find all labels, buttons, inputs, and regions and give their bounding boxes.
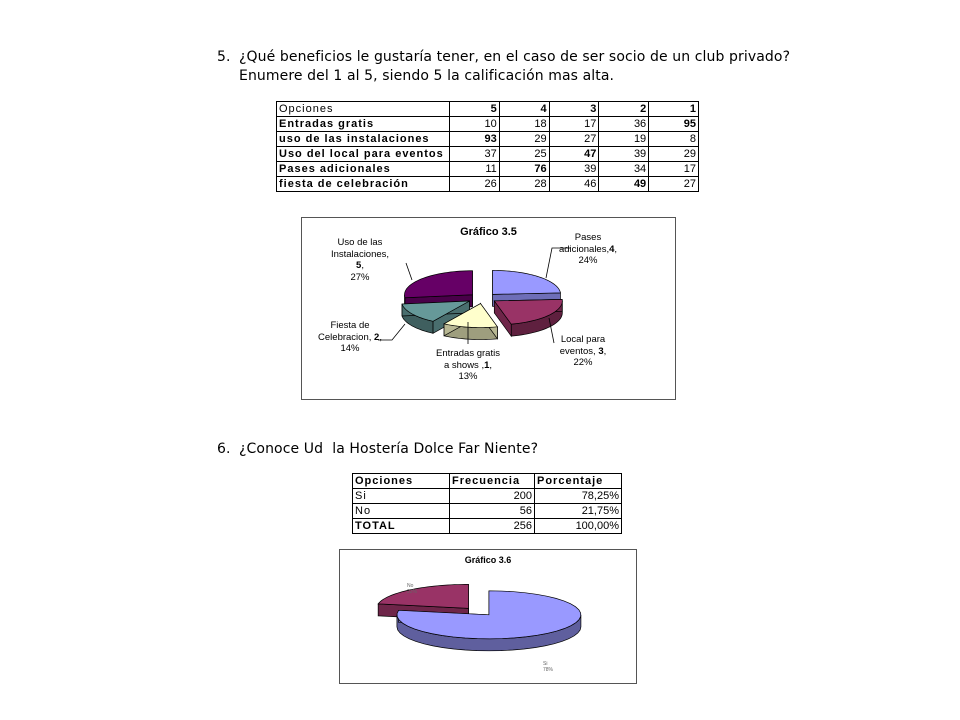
row-label: Entradas gratis — [277, 117, 450, 132]
label-text: , — [614, 243, 618, 255]
chart-title: Gráfico 3.5 — [460, 226, 517, 238]
label-percent: 24% — [578, 255, 598, 266]
ratings-table — [276, 101, 699, 192]
table-row — [277, 117, 699, 132]
table-header-row — [277, 102, 699, 117]
label-line: No — [407, 583, 414, 589]
question-text: ¿Conoce Ud la Hostería Dolce Far Niente? — [239, 441, 539, 457]
table-cell: 27 — [549, 132, 599, 147]
pie-chart-3-5 — [301, 217, 676, 400]
table-cell: 8 — [649, 132, 699, 147]
data-label-pases — [548, 232, 628, 267]
label-text: , — [603, 345, 607, 357]
table-cell: 27 — [649, 177, 699, 192]
table-cell: 19 — [599, 132, 649, 147]
label-percent: 22% — [573, 357, 593, 368]
label-line: Entradas gratis — [436, 348, 500, 359]
header-cell: 1 — [649, 102, 699, 117]
data-label-local — [546, 334, 620, 369]
header-cell: 5 — [450, 102, 500, 117]
question-text-line1: ¿Qué beneficios le gustaría tener, en el caso de ser socio de un club privado? — [239, 49, 791, 65]
label-text: , — [361, 260, 364, 271]
label-percent: 22% — [407, 589, 418, 595]
row-label: Uso del local para eventos — [277, 147, 450, 162]
slice-top — [405, 271, 473, 298]
header-cell: Frecuencia — [450, 474, 535, 489]
label-text: , — [489, 359, 493, 371]
table-cell: 17 — [649, 162, 699, 177]
table-row — [353, 489, 622, 504]
row-label: Si — [353, 489, 450, 504]
row-label: uso de las instalaciones — [277, 132, 450, 147]
table-cell: 46 — [549, 177, 599, 192]
row-label: fiesta de celebración — [277, 177, 450, 192]
question-number: 5. — [217, 49, 231, 65]
label-text: Celebracion, — [318, 331, 372, 343]
table-cell: 21,75% — [535, 504, 622, 519]
table-row — [277, 162, 699, 177]
table-row — [353, 519, 622, 534]
label-rank: 1 — [484, 359, 490, 371]
table-header-row — [353, 474, 622, 489]
label-text: a shows , — [443, 359, 485, 371]
row-label: No — [353, 504, 450, 519]
table-cell: 256 — [450, 519, 535, 534]
label-percent: 27% — [350, 271, 370, 283]
table-cell: 76 — [499, 162, 549, 177]
label-text: adicionales, — [558, 243, 610, 255]
label-text: , — [379, 331, 382, 343]
data-label-entradas — [428, 348, 508, 383]
label-line: Si — [543, 661, 548, 667]
data-label-uso — [320, 237, 400, 283]
slice-local-para-eventos — [494, 299, 562, 336]
table-cell: 11 — [450, 162, 500, 177]
label-rank: 4 — [609, 243, 615, 255]
label-percent: 78% — [543, 667, 554, 673]
leader-line — [406, 263, 412, 280]
header-cell: 4 — [499, 102, 549, 117]
label-line — [428, 360, 508, 372]
label-line — [548, 244, 628, 256]
table-cell: 100,00% — [535, 519, 622, 534]
table-cell: 25 — [499, 147, 549, 162]
table-cell: 29 — [499, 132, 549, 147]
header-cell: Opciones — [353, 474, 450, 489]
table-cell: 47 — [549, 147, 599, 162]
pie-chart-3-6-canvas — [340, 550, 636, 683]
label-percent: 14% — [340, 343, 360, 354]
label-line — [546, 346, 620, 358]
label-percent: 13% — [458, 371, 478, 382]
row-label: TOTAL — [353, 519, 450, 534]
table-row — [277, 132, 699, 147]
table-cell: 36 — [599, 117, 649, 132]
table-cell: 49 — [599, 177, 649, 192]
label-text: eventos, — [559, 345, 596, 357]
chart-title: Gráfico 3.6 — [464, 555, 512, 565]
question-6 — [217, 440, 817, 460]
label-line — [306, 332, 394, 344]
slice-top — [378, 584, 468, 608]
table-cell: 56 — [450, 504, 535, 519]
pie-chart-3-6 — [339, 549, 637, 684]
table-cell: 39 — [549, 162, 599, 177]
question-number: 6. — [217, 441, 231, 457]
table-cell: 17 — [549, 117, 599, 132]
table-cell: 18 — [499, 117, 549, 132]
data-label-no — [407, 583, 417, 595]
label-line: Fiesta de — [330, 320, 370, 331]
table-cell: 10 — [450, 117, 500, 132]
label-rank: 2 — [374, 331, 380, 343]
data-label-fiesta — [306, 320, 394, 355]
label-line: Local para — [560, 334, 606, 345]
label-line: Pases — [574, 232, 602, 243]
label-line: Uso de las — [337, 237, 383, 248]
table-cell: 28 — [499, 177, 549, 192]
header-cell: 3 — [549, 102, 599, 117]
data-label-si — [543, 661, 553, 673]
table-cell: 93 — [450, 132, 500, 147]
header-cell: Porcentaje — [535, 474, 622, 489]
header-cell: Opciones — [277, 102, 450, 117]
table-cell: 39 — [599, 147, 649, 162]
question-text-line2: Enumere del 1 al 5, siendo 5 la calificación mas alta. — [239, 68, 615, 84]
table-cell: 29 — [649, 147, 699, 162]
pie-slices — [402, 270, 562, 339]
table-cell: 95 — [649, 117, 699, 132]
question-5 — [217, 48, 817, 88]
table-row — [277, 147, 699, 162]
header-cell: 2 — [599, 102, 649, 117]
table-cell: 34 — [599, 162, 649, 177]
table-cell: 78,25% — [535, 489, 622, 504]
table-row — [353, 504, 622, 519]
table-row — [277, 177, 699, 192]
table-cell: 26 — [450, 177, 500, 192]
frequency-table — [352, 473, 622, 534]
label-line: Instalaciones, — [330, 248, 390, 260]
label-line — [320, 260, 400, 272]
label-rank: 3 — [598, 345, 604, 357]
table-cell: 200 — [450, 489, 535, 504]
slice-top — [493, 270, 561, 294]
row-label: Pases adicionales — [277, 162, 450, 177]
label-rank: 5 — [356, 260, 362, 271]
table-cell: 37 — [450, 147, 500, 162]
